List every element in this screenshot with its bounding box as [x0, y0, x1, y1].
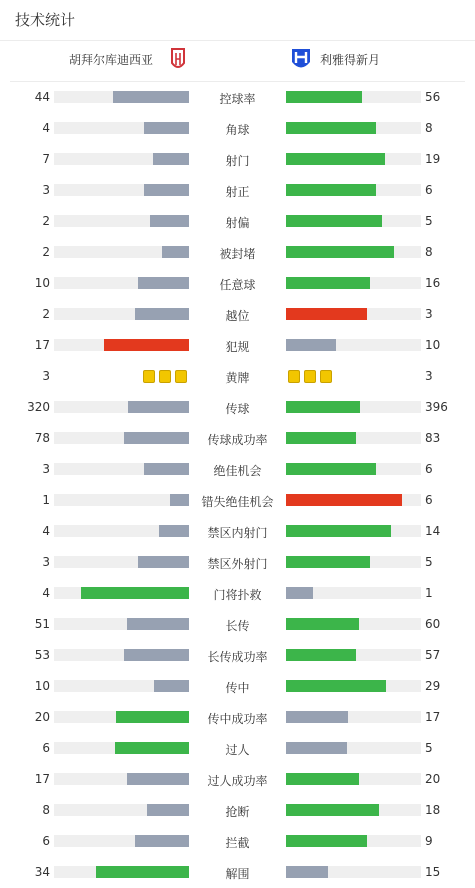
away-bar-fill	[286, 835, 367, 847]
home-bar-fill	[127, 773, 189, 785]
home-bar-track	[54, 308, 189, 320]
stat-label: 射门	[225, 154, 250, 168]
away-bar-track	[286, 587, 421, 599]
away-value: 8	[425, 245, 433, 259]
away-value: 17	[425, 710, 441, 724]
away-value: 5	[425, 741, 433, 755]
away-bar-track	[286, 308, 421, 320]
away-bar-fill	[286, 401, 360, 413]
stat-label: 过人	[225, 743, 250, 757]
away-bar-track	[286, 649, 421, 661]
away-bar-track	[286, 122, 421, 134]
away-bar-fill	[286, 866, 328, 878]
yellow-card-icon	[320, 370, 332, 383]
home-bar-track	[54, 680, 189, 692]
stat-row	[0, 640, 475, 671]
stat-label: 解围	[225, 867, 250, 881]
home-bar-track	[54, 649, 189, 661]
stat-label: 拦截	[225, 836, 250, 850]
away-value: 3	[425, 369, 433, 383]
home-bar-track	[54, 91, 189, 103]
yellow-card-icon	[175, 370, 187, 383]
home-bar-fill	[113, 91, 189, 103]
away-bar-track	[286, 866, 421, 878]
away-value: 5	[425, 214, 433, 228]
away-bar-fill	[286, 277, 370, 289]
home-bar-fill	[115, 742, 189, 754]
stat-label: 越位	[225, 309, 250, 323]
away-bar-track	[286, 556, 421, 568]
stat-row	[0, 857, 475, 888]
away-bar-fill	[286, 246, 394, 258]
away-bar-fill	[286, 308, 367, 320]
away-value: 57	[425, 648, 441, 662]
home-bar-fill	[135, 835, 189, 847]
home-value: 320	[27, 400, 50, 414]
away-bar-track	[286, 184, 421, 196]
stat-label: 传中	[225, 681, 250, 695]
home-bar-fill	[144, 122, 189, 134]
home-bar-track	[54, 215, 189, 227]
stat-row	[0, 330, 475, 361]
home-bar-fill	[135, 308, 189, 320]
stat-row	[0, 578, 475, 609]
home-bar-fill	[144, 184, 189, 196]
home-yellow-cards	[141, 370, 189, 382]
home-value: 17	[34, 338, 50, 352]
home-value: 6	[42, 741, 50, 755]
stat-row	[0, 175, 475, 206]
away-bar-fill	[286, 184, 376, 196]
away-bar-fill	[286, 556, 370, 568]
stat-row	[0, 237, 475, 268]
away-bar-track	[286, 742, 421, 754]
away-yellow-cards	[286, 370, 334, 382]
stat-label: 长传	[225, 619, 250, 633]
stat-label: 长传成功率	[207, 650, 268, 664]
stat-row	[0, 361, 475, 392]
home-bar-fill	[124, 649, 189, 661]
stat-label: 犯规	[225, 340, 250, 354]
home-bar-fill	[127, 618, 189, 630]
home-bar-fill	[116, 711, 189, 723]
stat-row	[0, 144, 475, 175]
stat-label: 控球率	[219, 92, 256, 106]
home-value: 4	[42, 121, 50, 135]
away-value: 19	[425, 152, 441, 166]
home-bar-track	[54, 618, 189, 630]
away-value: 10	[425, 338, 441, 352]
away-team-name: 利雅得新月	[320, 53, 381, 67]
stat-row	[0, 795, 475, 826]
home-value: 8	[42, 803, 50, 817]
yellow-card-icon	[304, 370, 316, 383]
stat-row	[0, 113, 475, 144]
home-bar-fill	[144, 463, 189, 475]
away-bar-track	[286, 339, 421, 351]
yellow-card-icon	[143, 370, 155, 383]
home-value: 53	[34, 648, 50, 662]
away-bar-fill	[286, 711, 348, 723]
away-value: 15	[425, 865, 441, 879]
away-value: 6	[425, 183, 433, 197]
stat-label: 绝佳机会	[213, 464, 262, 478]
away-value: 83	[425, 431, 441, 445]
stats-list	[0, 82, 475, 888]
home-bar-fill	[147, 804, 189, 816]
home-bar-fill	[159, 525, 189, 537]
home-bar-track	[54, 277, 189, 289]
stat-row	[0, 826, 475, 857]
stat-label: 禁区内射门	[207, 526, 268, 540]
home-value: 4	[42, 524, 50, 538]
away-value: 9	[425, 834, 433, 848]
away-value: 6	[425, 462, 433, 476]
stat-row	[0, 206, 475, 237]
stat-row	[0, 299, 475, 330]
away-value: 1	[425, 586, 433, 600]
away-bar-fill	[286, 680, 386, 692]
home-bar-fill	[128, 401, 189, 413]
home-bar-fill	[162, 246, 189, 258]
stat-row	[0, 454, 475, 485]
stat-label: 射正	[225, 185, 250, 199]
stat-row	[0, 547, 475, 578]
home-value: 44	[34, 90, 50, 104]
stats-title: 技术统计	[0, 0, 475, 41]
home-value: 34	[34, 865, 50, 879]
stat-label: 角球	[225, 123, 250, 137]
away-bar-track	[286, 91, 421, 103]
away-bar-track	[286, 618, 421, 630]
away-bar-fill	[286, 773, 359, 785]
away-bar-fill	[286, 122, 376, 134]
away-bar-fill	[286, 587, 313, 599]
home-bar-track	[54, 401, 189, 413]
home-bar-track	[54, 587, 189, 599]
stat-label: 传球成功率	[207, 433, 268, 447]
away-bar-track	[286, 401, 421, 413]
stat-label: 禁区外射门	[207, 557, 268, 571]
home-bar-fill	[81, 587, 189, 599]
home-bar-track	[54, 742, 189, 754]
away-value: 5	[425, 555, 433, 569]
home-value: 3	[42, 369, 50, 383]
away-value: 14	[425, 524, 441, 538]
away-bar-fill	[286, 742, 347, 754]
home-bar-track	[54, 835, 189, 847]
stat-row	[0, 764, 475, 795]
stat-label: 门将扑救	[213, 588, 262, 602]
away-team-logo-icon	[290, 47, 312, 77]
stat-row	[0, 516, 475, 547]
home-bar-track	[54, 184, 189, 196]
away-bar-track	[286, 153, 421, 165]
home-bar-track	[54, 525, 189, 537]
home-value: 3	[42, 555, 50, 569]
stat-label: 抢断	[225, 805, 250, 819]
stat-label: 射偏	[225, 216, 250, 230]
stat-row	[0, 392, 475, 423]
away-bar-track	[286, 215, 421, 227]
home-value: 2	[42, 307, 50, 321]
away-bar-track	[286, 711, 421, 723]
home-value: 10	[34, 679, 50, 693]
home-value: 2	[42, 245, 50, 259]
away-bar-track	[286, 525, 421, 537]
stat-row	[0, 82, 475, 113]
away-bar-track	[286, 494, 421, 506]
away-bar-fill	[286, 649, 356, 661]
away-bar-track	[286, 773, 421, 785]
stat-label: 传球	[225, 402, 250, 416]
yellow-card-icon	[159, 370, 171, 383]
away-value: 18	[425, 803, 441, 817]
home-bar-track	[54, 463, 189, 475]
home-bar-fill	[170, 494, 189, 506]
away-bar-fill	[286, 153, 385, 165]
stat-row	[0, 609, 475, 640]
home-value: 2	[42, 214, 50, 228]
home-bar-track	[54, 153, 189, 165]
away-value: 16	[425, 276, 441, 290]
away-value: 8	[425, 121, 433, 135]
home-value: 7	[42, 152, 50, 166]
home-bar-track	[54, 773, 189, 785]
away-bar-track	[286, 680, 421, 692]
stat-label: 黄牌	[225, 371, 250, 385]
home-value: 4	[42, 586, 50, 600]
home-bar-track	[54, 339, 189, 351]
stat-label: 错失绝佳机会	[201, 495, 274, 509]
home-bar-track	[54, 246, 189, 258]
home-bar-fill	[138, 277, 189, 289]
stat-row	[0, 485, 475, 516]
home-bar-fill	[96, 866, 189, 878]
away-bar-track	[286, 432, 421, 444]
home-team-name: 胡拜尔库迪西亚	[68, 53, 153, 67]
stat-label: 被封堵	[219, 247, 256, 261]
away-value: 3	[425, 307, 433, 321]
home-value: 17	[34, 772, 50, 786]
away-bar-track	[286, 804, 421, 816]
home-bar-fill	[150, 215, 189, 227]
home-value: 10	[34, 276, 50, 290]
away-bar-track	[286, 277, 421, 289]
away-value: 20	[425, 772, 441, 786]
away-bar-track	[286, 835, 421, 847]
home-value: 51	[34, 617, 50, 631]
away-value: 29	[425, 679, 441, 693]
home-value: 1	[42, 493, 50, 507]
home-bar-fill	[104, 339, 189, 351]
away-value: 396	[425, 400, 448, 414]
away-bar-fill	[286, 432, 356, 444]
away-bar-fill	[286, 618, 359, 630]
teams-header	[10, 41, 465, 82]
away-bar-fill	[286, 339, 336, 351]
home-bar-track	[54, 866, 189, 878]
stat-row	[0, 671, 475, 702]
home-value: 3	[42, 462, 50, 476]
home-bar-fill	[154, 680, 189, 692]
away-bar-fill	[286, 494, 402, 506]
away-bar-fill	[286, 804, 379, 816]
home-bar-track	[54, 432, 189, 444]
home-bar-fill	[138, 556, 189, 568]
away-value: 60	[425, 617, 441, 631]
home-value: 78	[34, 431, 50, 445]
home-value: 6	[42, 834, 50, 848]
home-bar-track	[54, 804, 189, 816]
away-bar-fill	[286, 463, 376, 475]
away-value: 56	[425, 90, 441, 104]
home-bar-track	[54, 494, 189, 506]
away-bar-fill	[286, 525, 391, 537]
stat-label: 传中成功率	[207, 712, 268, 726]
home-bar-track	[54, 122, 189, 134]
home-bar-track	[54, 711, 189, 723]
home-bar-fill	[124, 432, 189, 444]
home-bar-fill	[153, 153, 189, 165]
away-bar-fill	[286, 91, 362, 103]
home-bar-track	[54, 556, 189, 568]
stat-row	[0, 733, 475, 764]
away-bar-track	[286, 463, 421, 475]
stat-row	[0, 423, 475, 454]
stat-label: 任意球	[219, 278, 256, 292]
home-value: 20	[34, 710, 50, 724]
stat-row	[0, 702, 475, 733]
away-bar-track	[286, 246, 421, 258]
home-team-logo-icon	[170, 47, 186, 77]
stat-row	[0, 268, 475, 299]
yellow-card-icon	[288, 370, 300, 383]
stat-label: 过人成功率	[207, 774, 268, 788]
home-value: 3	[42, 183, 50, 197]
away-value: 6	[425, 493, 433, 507]
away-bar-fill	[286, 215, 382, 227]
